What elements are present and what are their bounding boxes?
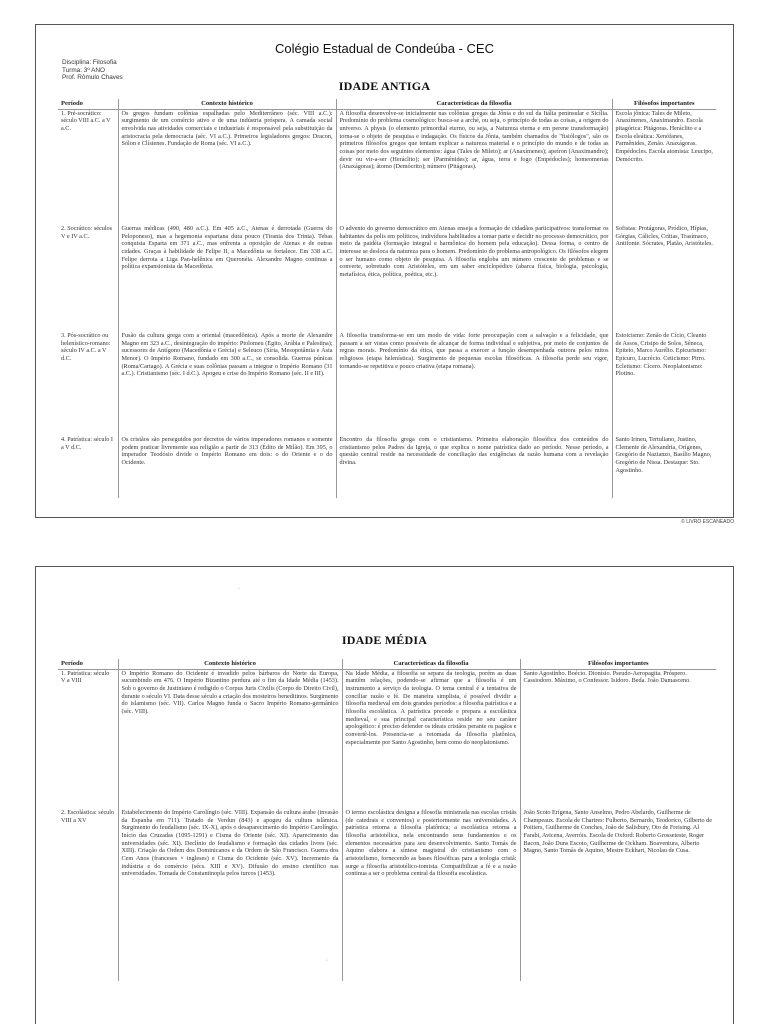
discipline-line: Disciplina: Filosofia bbox=[62, 59, 117, 66]
table-row bbox=[58, 436, 716, 498]
header-periodo: Período bbox=[58, 659, 118, 669]
class-line: Turma: 3º ANO bbox=[62, 66, 105, 74]
cell-caracteristicas: O advento do governo democrático em Atenas enseja a formação de cidadãos participativos: transformar os habitantes da polis em políticos, indivíduos habilitados a tomar parte e decidir no processo democrático, por meio da paidéia (formação integral e harmônica do homem pela educação). Dessa forma, o centro de interesse se desloca da natureza para o homem. Predomínio do problema antropológico. Os filósofos elegem o ser humano como objeto de pesquisa. A filosofia engloba um número crescente de problemas e se converte, sobretudo com Aristóteles, em um saber enciclopédico (abarca física, biologia, psicologia, metafísica, ética, política, poética, etc.). bbox=[336, 225, 612, 332]
document-page-1 bbox=[35, 24, 734, 518]
scan-speck: · bbox=[238, 586, 240, 592]
cell-periodo: 3. Pós-socrático ou helenístico-romano: século IV a.C. a V d.C. bbox=[61, 332, 111, 363]
header-periodo: Período bbox=[58, 99, 118, 109]
header-filosofos: Filósofos importantes bbox=[520, 659, 716, 669]
header-caracteristicas: Características da filosofia bbox=[342, 659, 520, 669]
cell-periodo: 2. Socrático: séculos V e IV a.C. bbox=[61, 225, 113, 240]
teacher-line: Prof. Rômulo Chaves bbox=[62, 74, 123, 82]
cell-caracteristicas: Encontro da filosofia grega com o cristianismo. Primeira elaboração filosófica dos conteúdos do cristianismo pelos Padres da Igreja, o que explica o nome patrística dado ao período. Nesse período, a questão central reside na necessidade de conciliação das exigências da razão humana com a revelação divina. bbox=[336, 436, 612, 498]
cell-filosofos: Escola jônica: Tales de Mileto, Anaxímenes, Anaximandro. Escola pitagórica: Pitágoras. Heráclito e a Escola eleática: Xenófanes, Parmênides, Zenão. Anaxágoras. Empédocles. Escola atomista: Leucipo, Demócrito. bbox=[612, 109, 716, 225]
table-row bbox=[58, 669, 716, 809]
section-title-antiga: IDADE ANTIGA bbox=[338, 79, 431, 93]
table-row bbox=[58, 809, 716, 981]
cell-filosofos: Sofistas: Protágoras, Pródico, Hípias, Górgias, Cálicles, Crítias, Trasímaco, Antifonte. Sócrates, Platão, Aristóteles. bbox=[612, 225, 716, 332]
table-header-row bbox=[58, 659, 716, 669]
cell-caracteristicas: A filosofia desenvolve-se inicialmente nas colônias gregas da Jônia e do sul da Itália peninsular e Sicília. Predomínio do problema cosmológico: busca-se a arché, ou seja, o princípio de todas as coisas, a origem do universo. A physis (o elemento primordial eterno, ou seja, a Natureza eterna e em perene transformação) torna-se o objeto de pesquisa e indagação. Os físicos da Jônia, também chamados de "fisiólogos", são os primeiros filósofos gregos que tentam explicar a natureza material e o princípio do mundo e de todas as coisas por meio dos seguintes elementos: água (Tales de Mileto); ar (Anaxímenes); apeíron (Anaximandro); devir ou vir-a-ser (Heráclito); ser (Parmênides); ar, água, terra e fogo (Empédocles); homeomerias (Anaxágoras); átomo (Demócrito); número (Pitágoras). bbox=[336, 109, 612, 225]
section-title-media: IDADE MÉDIA bbox=[341, 633, 428, 647]
cell-periodo: 4. Patrística: século I a V d.C. bbox=[61, 436, 113, 451]
scan-watermark: © LIVRO ESCANEADO bbox=[681, 519, 734, 525]
table-row bbox=[58, 332, 716, 436]
header-filosofos: Filósofos importantes bbox=[612, 99, 716, 109]
cell-periodo: 1. Patrística: século V a VIII bbox=[61, 669, 110, 685]
cell-contexto: Os cristãos são perseguidos por decretos de vários imperadores romanos e somente podem praticar livremente sua religião a partir de 313 (Édito de Milão). Em 395, o imperador Teodósio divide o Império Romano em dois: o do Oriente e o do Ocidente. bbox=[118, 436, 336, 498]
cell-contexto: Guerras médicas (490, 480 a.C.). Em 405 a.C., Atenas é derrotada (Guerra do Peloponeso), mas a hegemonia espartana dura pouco (Tirania dos Trinta). Tebas conquista Esparta em 371 a.C., mas enfrenta a oposição de Atenas e de outras cidades. Graças à habilidade de Felipe II, a Macedônia se fortalece. Em 338 a.C. Felipe derrota a Liga Pan-helênica em Queronéia. Alexandre Magno continua a política expansionista da Macedônia. bbox=[118, 225, 336, 332]
header-contexto: Contexto histórico bbox=[118, 659, 342, 669]
school-title: Colégio Estadual de Condeúba - CEC bbox=[275, 41, 494, 56]
philosophy-table-antiga bbox=[58, 99, 716, 498]
table-header-row bbox=[58, 99, 716, 109]
cell-caracteristicas: A filosofia transforma-se em um modo de vida: forte preocupação com a salvação e a felicidade, que passam a ser vistas como possíveis de alcançar de forma individual e subjetiva, por meio de conjuntos de regras morais. Predomínio da ética, que passa a exercer a função desempenhada outrora pelos mitos religiosos (etapa helenística). Surgimento de pequenas escolas filosóficas. A filosofia perde seu vigor, tornando-se repetitiva e pouco criativa (etapa romana). bbox=[336, 332, 612, 436]
header-contexto: Contexto histórico bbox=[118, 99, 336, 109]
cell-caracteristicas: O termo escolástica designa a filosofia ministrada nas escolas cristãs (de catedrais e conventos) e posteriormente nas universidades. A patrística retoma a filosofia platônica; a escolástica retoma a filosofia aristotélica, nela encontrando seus fundamentos e os elementos necessários para seu desenvolvimento. Santo Tomás de Aquino elabora a síntese magistral do cristianismo com o aristotelismo, fornecendo as bases filosóficas para a teologia cristã: surge a filosofia aristotélico-tomista. Compatibilizar a fé e a razão continua a ser o problema central da filosofia escolástica. bbox=[342, 809, 520, 981]
header-caracteristicas: Características da filosofia bbox=[336, 99, 612, 109]
philosophy-table-media bbox=[58, 659, 716, 981]
document-page-2 bbox=[35, 566, 734, 1024]
cell-filosofos: Santo Irineu, Tertuliano, Justino, Clemente de Alexandria, Orígenes, Gregório de Nazianzo, Basílio Magno, Gregório de Nissa. Destaque: Sto. Agostinho. bbox=[612, 436, 716, 498]
cell-contexto: O Império Romano do Ocidente é invadido pelos bárbaros do Norte da Europa, sucumbindo em 476. O Império Bizantino perdura até o fim da Idade Média (1453). Sob o governo de Justiniano é redigido o Corpus Juris Civilis (Corpo do Direito Civil), durante o século VI. Data desse século a criação dos mosteiros beneditinos. Surgimento do islamismo (séc. VII). Carlos Magno funda o Sacro Império Romano-germânico (séc. VIII). bbox=[118, 669, 342, 809]
cell-contexto: Fusão da cultura grega com a oriental (macedônica). Após a morte de Alexandre Magno em 323 a.C., desintegração do império: Ptolomeu (Egito, Arábia e Palestina); sucessores de Antígono (Macedônia e Grécia) e Seleuco (Síria, Mesopotâmia e Ásia Menor). O Império Romano, fundado em 300 a.C., se consolida. Guerras púnicas (Roma/Cartago). A Grécia e suas colônias passam a integrar o Império Romano (31 a.C.). Cristianismo (séc. I d.C.). Apogeu e crise do Império Romano (séc. II e III). bbox=[118, 332, 336, 436]
scan-speck: · bbox=[326, 958, 328, 964]
cell-filosofos: Santo Agostinho. Boécio. Dionísio. Pseudo-Aeropagita. Próspero. Cassiodoro. Máximo, o Confessor. Isidoro. Beda. João Damasceno. bbox=[520, 669, 716, 809]
cell-periodo: 1. Pré-socrático: século VIII a.C. a V a.C. bbox=[61, 109, 111, 132]
cell-periodo: 2. Escolástica: século VIII a XV bbox=[61, 809, 115, 824]
table-row bbox=[58, 109, 716, 225]
cell-filosofos: Estoicismo: Zenão de Cício, Cleanto de Assos, Crisipo de Solos, Sêneca, Epiteto, Marco Aurélio. Epicurismo: Epicuro, Lucrécio. Ceticismo: Pirro. Ecletismo: Cícero. Neoplatonismo: Plotino. bbox=[612, 332, 716, 436]
cell-filosofos: João Scoto Erígena, Santo Anselmo, Pedro Abelardo, Guilherme de Champeaux. Escola de Chartres: Fulberto, Bernardo, Teodorico, Gilberto de Poitiers, Guilherme de Conches, João de Salisbury, Oto de Freising. Al Farabi, Avicena, Averróis. Escola de Oxford: Roberto Grosseteste, Roger Bacon, João Duns Escoto, Guilherme de Ockham. Boaventura, Alberto Magno, Santo Tomás de Aquino, Mestre Eckhart, Nicolau de Cusa. bbox=[520, 809, 716, 981]
cell-contexto: Os gregos fundam colônias espalhadas pelo Mediterrâneo (séc. VIII a.C.): surgimento de um comércio ativo e de uma indústria próspera. A camada social envolvida nas atividades comerciais e industriais é responsável pela substituição da aristocracia pela democracia (séc. VI a.C.). Primeiros legisladores gregos: Dracon, Sólon e Clístenes. Fundação de Roma (séc. VI a.C.). bbox=[118, 109, 336, 225]
cell-caracteristicas: Na Idade Média, a filosofia se separa da teologia, porém as duas mantêm relações, podendo-se afirmar que a filosofia é um instrumento a serviço da teologia. O tema central é a tentativa de conciliar razão e fé. De maneira simplista, é possível dividir a filosofia medieval em dois grandes períodos: a filosofia patrística e a filosofia escolástica. A patrística precede e prepara a escolástica medieval, e sua principal característica reside no seu caráter apologético: é preciso defender os ideais cristãos perante os pagãos e convertê-los. Presencia-se a retomada da filosofia platônica, especialmente por Santo Agostinho, bem como do neoplatonismo. bbox=[342, 669, 520, 809]
table-row bbox=[58, 225, 716, 332]
cell-contexto: Estabelecimento do Império Carolíngio (séc. VIII). Expansão da cultura árabe (invasão da Espanha em 711). Tratado de Verdun (843) e apogeu da cultura islâmica. Surgimento do feudalismo (séc. IX-X), após o desaparecimento do Império Carolíngio. Início das Cruzadas (1095-1291) e Cisma do Oriente (séc. XI). Aparecimento das universidades (séc. XI). Declínio do feudalismo e formação das cidades livres (séc. XIII). Criação da Ordem dos Dominicanos e da Ordem de São Francisco. Guerra dos Cem Anos (franceses × ingleses) e Cisma do Ocidente (séc. XV). Incremento da indústria e do comércio (sécs. XIII e XV). Difusão do ensino científico nas universidades. Tomada de Constantinopla pelos turcos (1453). bbox=[118, 809, 342, 981]
